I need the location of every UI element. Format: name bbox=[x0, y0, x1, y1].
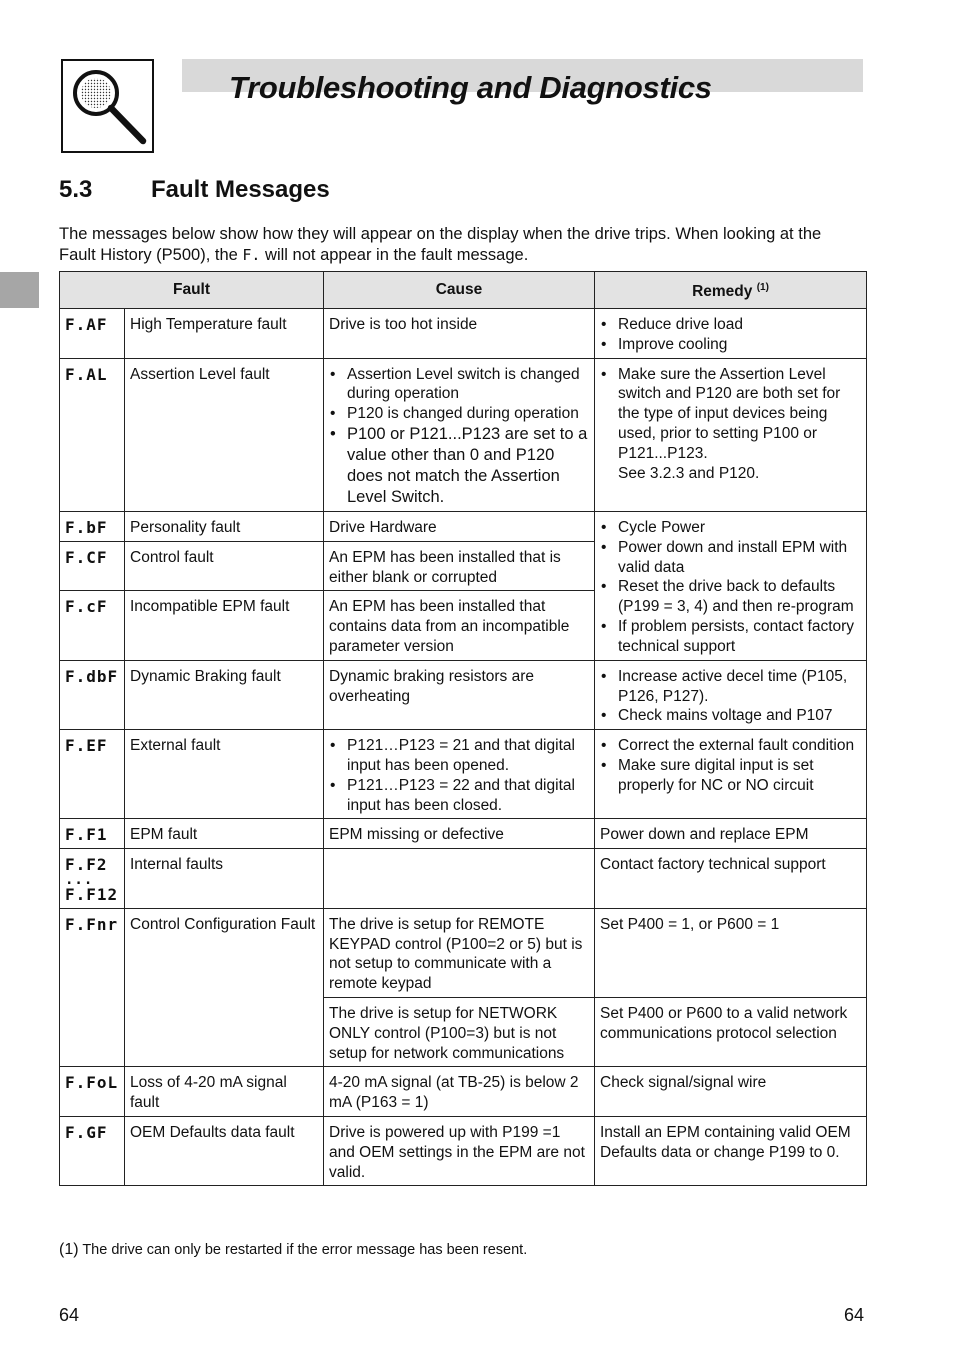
intro-paragraph bbox=[59, 224, 859, 265]
fault-name: Dynamic Braking fault bbox=[125, 660, 324, 729]
fault-name: Control Configuration Fault bbox=[125, 908, 324, 1067]
fault-cause: The drive is setup for REMOTE KEYPAD control (P100=2 or 5) but is not setup to communicate with a remote keypad bbox=[324, 908, 595, 997]
fault-code: F.EF bbox=[60, 730, 125, 819]
cause-item: • P120 is changed during operation bbox=[329, 404, 589, 424]
fault-cause: Drive Hardware bbox=[324, 511, 595, 541]
fault-remedy: Check signal/signal wire bbox=[595, 1067, 867, 1117]
remedy-item: • Cycle Power bbox=[600, 518, 861, 538]
page-number-left: 64 bbox=[59, 1305, 80, 1325]
cause-item: • P100 or P121...P123 are set to a value other than 0 and P120 does not match the Assertion Level Switch. bbox=[329, 424, 589, 508]
fault-remedy: Power down and replace EPM bbox=[595, 819, 867, 849]
remedy-item: • Reduce drive load bbox=[600, 315, 861, 335]
chapter-side-tab bbox=[0, 272, 39, 308]
fault-cause bbox=[324, 849, 595, 909]
magnifier-icon bbox=[63, 61, 152, 151]
remedy-item: • Power down and install EPM with valid data bbox=[600, 538, 861, 578]
fault-cause: Dynamic braking resistors are overheating bbox=[324, 660, 595, 729]
table-row bbox=[60, 660, 867, 729]
fault-name: Internal faults bbox=[125, 849, 324, 909]
remedy-item: • Correct the external fault condition bbox=[600, 736, 861, 756]
section-heading bbox=[59, 176, 330, 204]
remedy-item: • Increase active decel time (P105, P126, P127). bbox=[600, 667, 861, 707]
remedy-item: • If problem persists, contact factory technical support bbox=[600, 617, 861, 657]
fault-name: Personality fault bbox=[125, 511, 324, 541]
table-row bbox=[60, 358, 867, 511]
fault-code: F.F1 bbox=[60, 819, 125, 849]
cause-item: • P121…P123 = 22 and that digital input has been closed. bbox=[329, 776, 589, 816]
fault-code-ellipsis: ... bbox=[65, 871, 94, 888]
fault-remedy: Set P400 or P600 to a valid network communications protocol selection bbox=[595, 997, 867, 1066]
table-row bbox=[60, 1067, 867, 1117]
remedy-text: Make sure the Assertion Level switch and P120 are both set for the type of input devices being used, prior to setting P100 or P121...P123. bbox=[618, 365, 841, 462]
table-row bbox=[60, 511, 867, 541]
fault-name: Assertion Level fault bbox=[125, 358, 324, 511]
fault-code: F.bF bbox=[60, 511, 125, 541]
remedy-item: • Reset the drive back to defaults (P199 = 3, 4) and then re-program bbox=[600, 577, 861, 617]
header-fault: Fault bbox=[60, 272, 324, 309]
footnote-text: The drive can only be restarted if the error message has been resent. bbox=[78, 1242, 528, 1258]
remedy-item: • Improve cooling bbox=[600, 335, 861, 355]
fault-remedy bbox=[595, 358, 867, 511]
fault-name: Control fault bbox=[125, 541, 324, 591]
fault-cause: An EPM has been installed that is either blank or corrupted bbox=[324, 541, 595, 591]
page-number-right: 64 bbox=[843, 1305, 864, 1325]
fault-code: F.Fnr bbox=[60, 908, 125, 1067]
intro-code: F. bbox=[242, 245, 261, 264]
section-number: 5.3 bbox=[59, 176, 93, 203]
fault-remedy: Install an EPM containing valid OEM Defaults data or change P199 to 0. bbox=[595, 1116, 867, 1185]
fault-code: F.AF bbox=[60, 309, 125, 359]
fault-remedy bbox=[595, 309, 867, 359]
remedy-item bbox=[600, 365, 861, 484]
fault-name: EPM fault bbox=[125, 819, 324, 849]
remedy-item: • Make sure digital input is set properly for NC or NO circuit bbox=[600, 756, 861, 796]
fault-code-range bbox=[60, 849, 125, 909]
fault-cause: The drive is setup for NETWORK ONLY control (P100=3) but is not setup for network communications bbox=[324, 997, 595, 1066]
footnote bbox=[59, 1241, 527, 1259]
magnifier-icon-box bbox=[61, 59, 154, 153]
fault-remedy bbox=[595, 730, 867, 819]
table-row bbox=[60, 730, 867, 819]
table-row bbox=[60, 309, 867, 359]
fault-cause bbox=[324, 730, 595, 819]
fault-cause: 4-20 mA signal (at TB-25) is below 2 mA (P163 = 1) bbox=[324, 1067, 595, 1117]
fault-name: External fault bbox=[125, 730, 324, 819]
fault-name: High Temperature fault bbox=[125, 309, 324, 359]
cause-item: • Assertion Level switch is changed during operation bbox=[329, 365, 589, 405]
footnote-mark: (1) bbox=[59, 1241, 79, 1258]
fault-code: F.dbF bbox=[60, 660, 125, 729]
fault-code: F.GF bbox=[60, 1116, 125, 1185]
fault-remedy: Set P400 = 1, or P600 = 1 bbox=[595, 908, 867, 997]
intro-text-after: will not appear in the fault message. bbox=[260, 245, 529, 264]
fault-cause bbox=[324, 358, 595, 511]
fault-table bbox=[59, 271, 867, 1186]
fault-code: F.CF bbox=[60, 541, 125, 591]
remedy-extra: See 3.2.3 and P120. bbox=[618, 464, 760, 482]
fault-cause: An EPM has been installed that contains data from an incompatible parameter version bbox=[324, 591, 595, 660]
header-remedy-label: Remedy bbox=[692, 283, 753, 301]
fault-code-end: F.F12 bbox=[65, 884, 119, 904]
fault-code: F.cF bbox=[60, 591, 125, 660]
fault-name: OEM Defaults data fault bbox=[125, 1116, 324, 1185]
shared-epm-remedy bbox=[595, 511, 867, 660]
table-row bbox=[60, 908, 867, 997]
table-row bbox=[60, 819, 867, 849]
header-remedy bbox=[595, 272, 867, 309]
fault-cause: EPM missing or defective bbox=[324, 819, 595, 849]
header-remedy-note: (1) bbox=[756, 282, 769, 294]
fault-remedy: Contact factory technical support bbox=[595, 849, 867, 909]
fault-cause: Drive is too hot inside bbox=[324, 309, 595, 359]
header-cause: Cause bbox=[324, 272, 595, 309]
page-title: Troubleshooting and Diagnostics bbox=[229, 70, 712, 105]
table-row bbox=[60, 1116, 867, 1185]
intro-text-before: The messages below show how they will appear on the display when the drive trips. When looking at the Fault History (P500), the bbox=[59, 225, 822, 264]
fault-code-start: F.F2 bbox=[65, 855, 108, 875]
fault-name: Incompatible EPM fault bbox=[125, 591, 324, 660]
fault-cause: Drive is powered up with P199 =1 and OEM settings in the EPM are not valid. bbox=[324, 1116, 595, 1185]
fault-name: Loss of 4-20 mA signal fault bbox=[125, 1067, 324, 1117]
table-header-row bbox=[60, 272, 867, 309]
fault-code: F.FoL bbox=[60, 1067, 125, 1117]
table-row bbox=[60, 849, 867, 909]
section-title: Fault Messages bbox=[151, 176, 330, 203]
remedy-item: • Check mains voltage and P107 bbox=[600, 706, 861, 726]
fault-code: F.AL bbox=[60, 358, 125, 511]
cause-item: • P121…P123 = 21 and that digital input has been opened. bbox=[329, 736, 589, 776]
fault-remedy bbox=[595, 660, 867, 729]
